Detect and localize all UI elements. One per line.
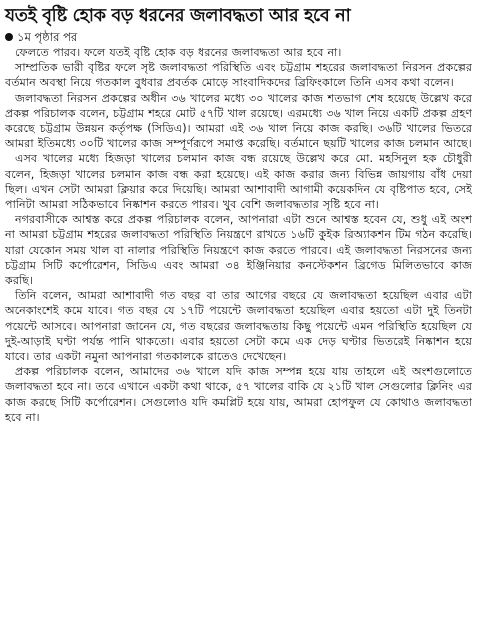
article-body	[5, 45, 472, 425]
article-paragraph: জলাবদ্ধতা নিরসন প্রকল্পের অধীন ৩৬ খালের মধ্যে ৩০ খালের কাজ শতভাগ শেষ হয়েছে উল্লেখ করে প্রকল্প পরিচালক বলেন, চট্টগ্রাম শহরে মোট ৫৭টি খাল রয়েছে। এরমধ্যে ৩৬ খাল নিয়ে একটি প্রকল্প গ্রহণ করেছে চট্টগ্রাম উন্নয়ন কর্তৃপক্ষ (সিডিএ)। আমরা এই ৩৬ খাল নিয়ে কাজ করছি। ৩৬টি খালের ভিতরে আমরা ইতিমধ্যে ৩০টি খালের কাজ সম্পূর্ণরূপে সমাপ্ত করেছি। বর্তমানে ছয়টি খালের কাজ চলমান আছে।	[5, 91, 472, 151]
article-headline: যতই বৃষ্টি হোক বড় ধরনের জলাবদ্ধতা আর হবে না	[5, 6, 351, 26]
article-paragraph: সাম্প্রতিক ভারী বৃষ্টির ফলে সৃষ্ট জলাবদ্ধতা পরিস্থিতি এবং চট্টগ্রাম শহরের জলাবদ্ধতা নিরসন প্রকল্পের বর্তমান অবস্থা নিয়ে গতকাল বুধবার প্রবর্তক মোড়ে সাংবাদিকদের ব্রিফিংকালে তিনি এসব কথা বলেন।	[5, 61, 472, 90]
continued-from-label: ১ম পৃষ্ঠার পর	[17, 30, 78, 44]
article-paragraph: প্রকল্প পরিচালক বলেন, আমাদের ৩৬ খালে যদি কাজ সম্পন্ন হয়ে যায় তাহলে এই অংশগুলোতে জলাবদ্ধতা হবে না। তবে এখানে একটা কথা থাকে, ৫৭ খালের বাকি যে ২১টি খাল সেগুলোর ক্লিনিং এর কাজ করছে সিটি কর্পোরেশন। সেগুলোও যদি কমপ্লিট হয়ে যায়, আমরা হোপফুল যে কোথাও জলাবদ্ধতা হবে না।	[5, 365, 472, 424]
article-paragraph: তিনি বলেন, আমরা আশাবাদী গত বছর বা তার আগের বছরে যে জলাবদ্ধতা হয়েছিল এবার এটা অনেকাংশেই কমে যাবে। গত বছর যে ১৭টি পয়েন্টে জলাবদ্ধতা হয়েছিল এবার হয়তো এটা দুই তিনটা পয়েন্টে আসবে। আপনারা জানেন যে, গত বছরের জলাবদ্ধতায় কিছু পয়েন্টে এমন পরিস্থিতি হয়েছিল যে দুই-আড়াই ঘণ্টা পর্যন্ত পানি থাকতো। এবার হয়তো সেটা কমে এক দেড় ঘণ্টার ভিতরেই নিষ্কাশন হয়ে যাবে। তার একটা নমুনা আপনারা গতকালকে রাতেও দেখেছেন।	[5, 289, 472, 364]
article-paragraph: নগরবাসীকে আশ্বস্ত করে প্রকল্প পরিচালক বলেন, আপনারা এটা শুনে আশ্বস্ত হবেন যে, শুধু এই অংশ না আমরা চট্টগ্রাম শহরের জলাবদ্ধতা পরিস্থিতি নিয়ন্ত্রণে রাখতে ১৬টি কুইক রিঅ্যাকশন টিম গঠন করেছি। যারা যেকোন সময় খাল বা নালার পরিস্থিতি নিয়ন্ত্রণে কাজ করতে পারবে। এই জলাবদ্ধতা নিরসনের জন্য চট্টগ্রাম সিটি কর্পোরেশন, সিডিএ এবং আমরা ৩৪ ইঞ্জিনিয়ার কনস্টেকশন ব্রিগেড মিলিতভাবে কাজ করছি।	[5, 213, 472, 288]
bullet-icon	[5, 33, 13, 41]
continued-from-line	[5, 29, 472, 45]
article-paragraph: এসব খালের মধ্যে হিজড়া খালের চলমান কাজ বন্ধ রয়েছে উল্লেখ করে মো. মহসিনুল হক চৌধুরী বলেন, হিজড়া খালের চলমান কাজ বন্ধ করা হয়েছে। এই কাজ করার জন্য বিভিন্ন জায়গায় বাঁধ দেয়া ছিল। এখন সেটা আমরা ক্লিয়ার করে দিয়েছি। আমরা আশাবাদী আগামী কয়েকদিন যে বৃষ্টিপাত হবে, সেই পানিটা আমরা সঠিকভাবে নিষ্কাশন করতে পারব। খুব বেশি জলাবদ্ধতার সৃষ্টি হবে না।	[5, 152, 472, 212]
article-paragraph: ফেলতে পারব। ফলে যতই বৃষ্টি হোক বড় ধরনের জলাবদ্ধতা আর হবে না।	[15, 46, 342, 59]
